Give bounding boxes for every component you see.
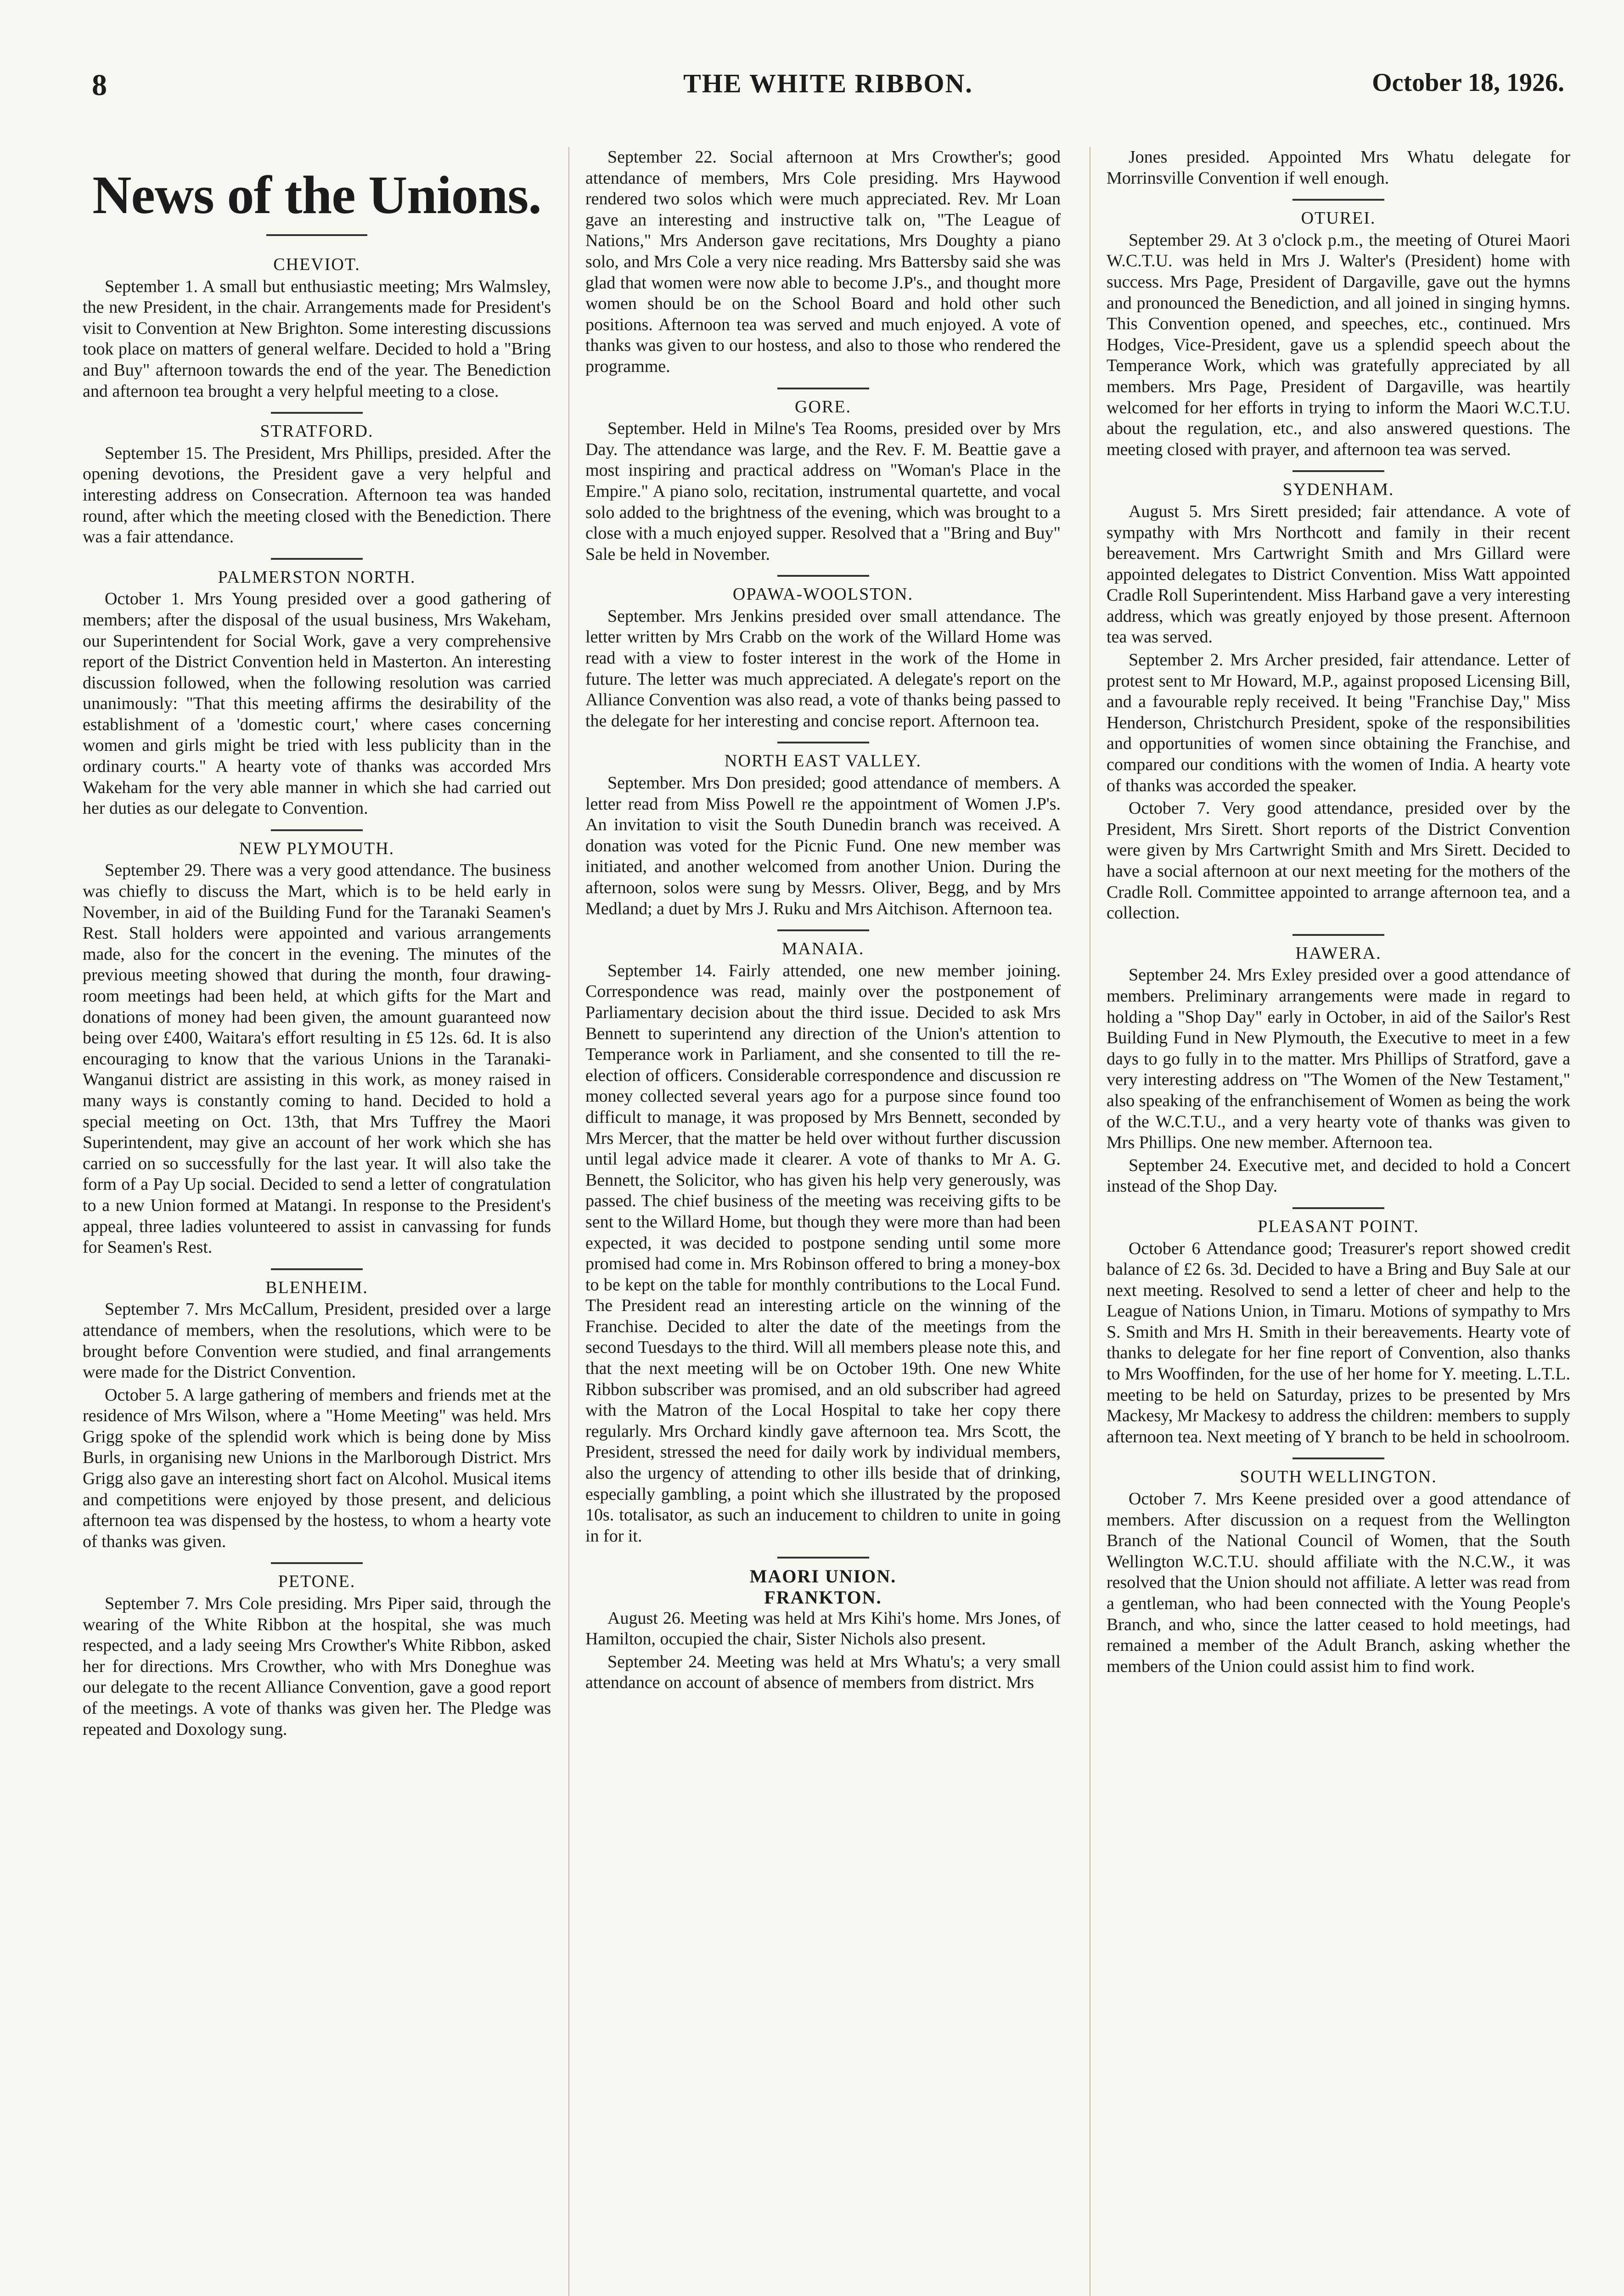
report-paragraph: September 24. Executive met, and decided to hold a Concert instead of the Shop Day. [1107,1155,1570,1196]
page-header [92,68,1564,118]
union-heading: MANAIA. [781,939,865,959]
union-report [1107,470,1570,923]
report-paragraph: September 2. Mrs Archer presided, fair attendance. Letter of protest sent to Mr Howard, M.P., against proposed Licensing Bill, and a favourable reply received. It being "Franchise Day," Miss Henderson, Christchurch President, spoke of the responsibilities and opportunities of women since obtaining the Franchise, and compared our conditions with the women of India. A hearty vote of thanks was accorded the speaker. [1107,650,1570,795]
report-paragraph: September 14. Fairly attended, one new member joining. Correspondence was read, mainly over the postponement of Parliamentary decision about the third issue. Decided to ask Mrs Bennett to superintend any direction of the Union's attention to Temperance work in Parliament, and she consented to till the re-election of officers. Considerable correspondence and discussion re money collected several years ago for a purpose since found too difficult to manage, it was proposed by Mrs Bennett, seconded by Mrs Mercer, that the matter be held over without further discussion until legal advice made it clearer. A vote of thanks to Mr A. G. Bennett, the Solicitor, who has given his help very generously, was passed. The chief business of the meeting was receiving gifts to be sent to the Willard Home, but though they were more than had been expected, it was decided to postpone sending until some more promised had come in. Mrs Robinson offered to bring a money-box to be kept on the table for monthly contributions to the Local Fund. The President read an interesting article on the winning of the Franchise. Decided to alter the date of the meetings from the second Tuesdays to the third. Will all members please note this, and that the next meeting will be on October 19th. One new White Ribbon subscriber was promised, and an old subscriber had agreed with the Matron of the Local Hospital to take her copy there regularly. Mrs Orchard kindly gave afternoon tea. Mrs Scott, the President, stressed the need for daily work by individual members, also the urgency of attending to other ills beside that of drinking, especially gambling, a point which she illustrated by the proposed 10s. totalisator, as such an inducement to children to unite in going in for it. [585,961,1061,1546]
report-paragraph: October 7. Mrs Keene presided over a good attendance of members. After discussion on a request from the Wellington Branch of the National Council of Women, that the South Wellington W.C.T.U. should affiliate with the N.C.W., it was resolved that the Union should not affiliate. A letter was read from a gentleman, who had been connected with the Young People's Branch, and who, since the latter ceased to hold meetings, had remained a member of the Adult Branch, asking whether the members of the Union could assist him to find work. [1107,1489,1570,1676]
union-subheading: FRANKTON. [764,1587,882,1608]
union-report [585,742,1061,919]
union-report [1107,147,1570,189]
report-paragraph: October 5. A large gathering of members and friends met at the residence of Mrs Wilson, where a "Home Meeting" was held. Mrs Grigg spoke of the splendid work which is being done by Miss Burls, in organising new Unions in the Marlborough District. Mrs Grigg also gave an interesting short fact on Alcohol. Musical items and competitions were enjoyed by those present, and delicious afternoon tea was dispensed by the hostess, to whom a hearty vote of thanks was given. [83,1385,551,1551]
union-report [585,147,1061,377]
title-rule [266,234,367,236]
section-divider [777,388,869,389]
report-paragraph: Jones presided. Appointed Mrs Whatu delegate for Morrinsville Convention if well enough. [1107,147,1570,188]
column-1 [83,147,551,1742]
union-heading: NORTH EAST VALLEY. [725,751,922,771]
report-paragraph: September. Mrs Don presided; good attendance of members. A letter read from Miss Powell re the appointment of Women J.P's. An invitation to visit the South Dunedin branch was received. A donation was voted for the Picnic Fund. One new member was initiated, and another welcomed from another Union. During the afternoon, solos were sung by Messrs. Oliver, Begg, and by Mrs Medland; a duet by Mrs J. Ruku and Mrs Aitchison. Afternoon tea. [585,773,1061,918]
union-report [83,254,551,402]
union-heading: NEW PLYMOUTH. [239,838,395,858]
union-heading: SOUTH WELLINGTON. [1240,1467,1437,1487]
report-paragraph: October 1. Mrs Young presided over a good gathering of members; after the disposal of the usual business, Mrs Wakeham, our Superintendent for Social Work, gave a very comprehensive report of the District Convention held in Masterton. An interesting discussion followed, when the following resolution was carried unanimously: "That this meeting affirms the desirability of the establishment of a 'domestic court,' where cases concerning women and girls might be tried with less publicity than in the ordinary courts." A hearty vote of thanks was accorded Mrs Wakeham for the very able manner in which she had carried out her duties as our delegate to Convention. [83,589,551,818]
publication-title: THE WHITE RIBBON. [683,68,973,98]
section-divider [777,929,869,931]
report-paragraph: September. Held in Milne's Tea Rooms, presided over by Mrs Day. The attendance was large, and the Rev. F. M. Beattie gave a most inspiring and practical address on "Woman's Place in the Empire." A piano solo, recitation, instrumental quartette, and vocal solo added to the brightness of the evening, which was brought to a close with a much enjoyed supper. Resolved that a "Bring and Buy" Sale be held in November. [585,419,1061,564]
report-paragraph: September. Mrs Jenkins presided over small attendance. The letter written by Mrs Crabb on the work of the Willard Home was read with a view to foster interest in the work of the Home in future. The letter was much appreciated. A delegate's report on the Alliance Convention was also read, a vote of thanks being passed to the delegate for her interesting and concise report. Afternoon tea. [585,606,1061,731]
column-divider [568,147,569,2296]
union-report [1107,199,1570,460]
union-report [1107,1207,1570,1448]
report-paragraph: September 24. Mrs Exley presided over a good attendance of members. Preliminary arrangements were made in regard to holding a "Shop Day" early in October, in aid of the Sailor's Rest Building Fund in New Plymouth, the Executive to meet in a few days to go fully in to the matter. Mrs Phillips of Stratford, gave a very interesting address on "The Women of the New Testament," also speaking of the enfranchisement of Women as being the work of the W.C.T.U., and a very hearty vote of thanks was given to Mrs Phillips. One new member. Afternoon tea. [1107,965,1570,1153]
union-heading: PALMERSTON NORTH. [218,567,416,587]
issue-date: October 18, 1926. [1372,68,1564,97]
union-report [585,388,1061,565]
section-divider [777,742,869,743]
report-paragraph: August 5. Mrs Sirett presided; fair attendance. A vote of sympathy with Mrs Northcott and family in their recent bereavement. Mrs Cartwright Smith and Mrs Gillard were appointed delegates to District Convention. Miss Watt appointed Cradle Roll Superintendent. Miss Harband gave a very interesting address, which was greatly enjoyed by those present. Afternoon tea was served. [1107,501,1570,647]
report-paragraph: September 29. At 3 o'clock p.m., the meeting of Oturei Maori W.C.T.U. was held in Mrs J. Walter's (President) home with success. Mrs Page, President of Dargaville, gave out the hymns and pronounced the Benediction, and all joined in singing hymns. This Convention opened, and speeches, etc., continued. Mrs Hodges, Vice-President, gave us a splendid speech about the Temperance Work, which was gratefully appreciated by all members. Mrs Page, President of Dargaville, was heartily welcomed for her efforts in trying to inform the Maori W.C.T.U. about the regulation, etc., and also answered questions. The meeting closed with prayer, and afternoon tea was served. [1107,230,1570,459]
section-divider [1292,1458,1384,1459]
report-paragraph: August 26. Meeting was held at Mrs Kihi's home. Mrs Jones, of Hamilton, occupied the chair, Sister Nichols also present. [585,1608,1061,1649]
column-2 [585,147,1061,1695]
union-report [83,412,551,548]
section-divider [1292,934,1384,936]
section-divider [777,575,869,577]
report-paragraph: October 6 Attendance good; Treasurer's report showed credit balance of £2 6s. 3d. Decided to have a Bring and Buy Sale at our next meeting. Resolved to send a letter of cheer and help to the League of Nations Union, in Timaru. Motions of sympathy to Mrs S. Smith and Mrs H. Smith in their bereavements. Hearty vote of thanks to delegate for her fine report of Convention, also thanks to Mrs Wooffinden, for the use of her home for Y. meeting. L.T.L. meeting to be held on Saturday, prizes to be presented by Mrs Mackesy, Mr Mackesy to address the children: members to supply afternoon tea. Next meeting of Y branch to be held in schoolroom. [1107,1238,1570,1446]
union-heading: STRATFORD. [260,422,374,441]
report-paragraph: September 24. Meeting was held at Mrs Whatu's; a very small attendance on account of absence of members from district. Mrs [585,1652,1061,1693]
report-paragraph: October 7. Very good attendance, presided over by the President, Mrs Sirett. Short reports of the District Convention were given by Mrs Cartwright Smith and Mrs Sirett. Decided to have a social afternoon at our next meeting for the mothers of the Cradle Roll. Committee appointed to arrange afternoon tea, and a collection. [1107,799,1570,923]
union-heading: MAORI UNION. [749,1566,897,1587]
union-heading: PETONE. [278,1572,356,1592]
union-report [585,575,1061,732]
union-heading: HAWERA. [1295,943,1382,963]
union-report [1107,934,1570,1197]
union-report [83,829,551,1258]
report-paragraph: September 7. Mrs McCallum, President, presided over a large attendance of members, when the resolutions, which were to be brought before Convention were studied, and final arrangements were made for the District Convention. [83,1300,551,1382]
report-paragraph: September 1. A small but enthusiastic meeting; Mrs Walmsley, the new President, in the chair. Arrangements made for President's visit to Convention at New Brighton. Some interesting discussions took place on matters of general welfare. Decided to hold a "Bring and Buy" afternoon towards the end of the year. The Benediction and afternoon tea brought a very helpful meeting to a close. [83,276,551,401]
page-number: 8 [92,68,107,102]
union-heading: OPAWA-WOOLSTON. [732,585,914,604]
report-paragraph: September 15. The President, Mrs Phillips, presided. After the opening devotions, the President gave a very helpful and interesting address on Consecration. Afternoon tea was handed round, after which the meeting closed with the Benediction. There was a fair attendance. [83,443,551,547]
union-report [1107,1458,1570,1677]
union-report [585,929,1061,1547]
union-report [83,1268,551,1553]
section-divider [777,1557,869,1559]
union-heading: PLEASANT POINT. [1258,1216,1419,1236]
union-heading: BLENHEIM. [265,1277,368,1297]
section-divider [271,1562,363,1564]
column-3 [1107,147,1570,1679]
section-divider [1292,470,1384,472]
union-report [83,558,551,819]
union-heading: GORE. [795,397,851,416]
section-divider [271,558,363,560]
union-report [585,1557,1061,1694]
section-divider [271,1268,363,1270]
section-title: News of the Unions. [92,165,541,225]
union-heading: OTUREI. [1301,208,1376,228]
report-paragraph: September 29. There was a very good attendance. The business was chiefly to discuss the Mart, which is to be held early in November, in aid of the Building Fund for the Taranaki Seamen's Rest. Stall holders were appointed and various arrangements made, also for the concert in the evening. The minutes of the previous meeting showed that during the month, four drawing-room meetings had been held, at which gifts for the Mart and donations of money had been given, the amount guaranteed now being over £400, Waitara's effort resulting in £5 12s. 6d. It is also encouraging to know that the various Unions in the Taranaki-Wanganui district are assisting in this work, as money raised in many ways is constantly coming to hand. Decided to hold a special meeting on Oct. 13th, that Mrs Tuffrey the Maori Superintendent, may give an account of her work which she has carried on so successfully for the last year. It will also take the form of a Pay Up social. Decided to send a letter of congratulation to a new Union formed at Matangi. In response to the President's appeal, three ladies volunteered to assist in canvassing for funds for Seamen's Rest. [83,861,551,1257]
union-report [83,1562,551,1740]
section-divider [271,829,363,831]
section-divider [271,412,363,414]
section-divider [1292,199,1384,201]
section-divider [1292,1207,1384,1209]
report-paragraph: September 7. Mrs Cole presiding. Mrs Piper said, through the wearing of the White Ribbon at the hospital, she was much respected, and a lady seeing Mrs Crowther's White Ribbon, asked her for directions. Mrs Crowther, who with Mrs Doneghue was our delegate to the recent Alliance Convention, gave a good report of the meetings. A vote of thanks was given her. The Pledge was repeated and Doxology sung. [83,1594,551,1739]
union-heading: CHEVIOT. [273,255,360,274]
union-heading: SYDENHAM. [1282,480,1394,500]
report-paragraph: September 22. Social afternoon at Mrs Crowther's; good attendance of members, Mrs Cole presiding. Mrs Haywood rendered two solos which were much appreciated. Rev. Mr Loan gave an interesting and instructive talk on, "The League of Nations," Mrs Anderson gave recitations, Mrs Doughty a piano solo, and Mrs Cole a very nice reading. Mrs Battersby said she was glad that women were now able to become J.P's., and thought more women should be on the School Board and hold other such positions. Afternoon tea was served and much enjoyed. A vote of thanks was given to our hostess, and also to those who rendered the programme. [585,147,1061,376]
